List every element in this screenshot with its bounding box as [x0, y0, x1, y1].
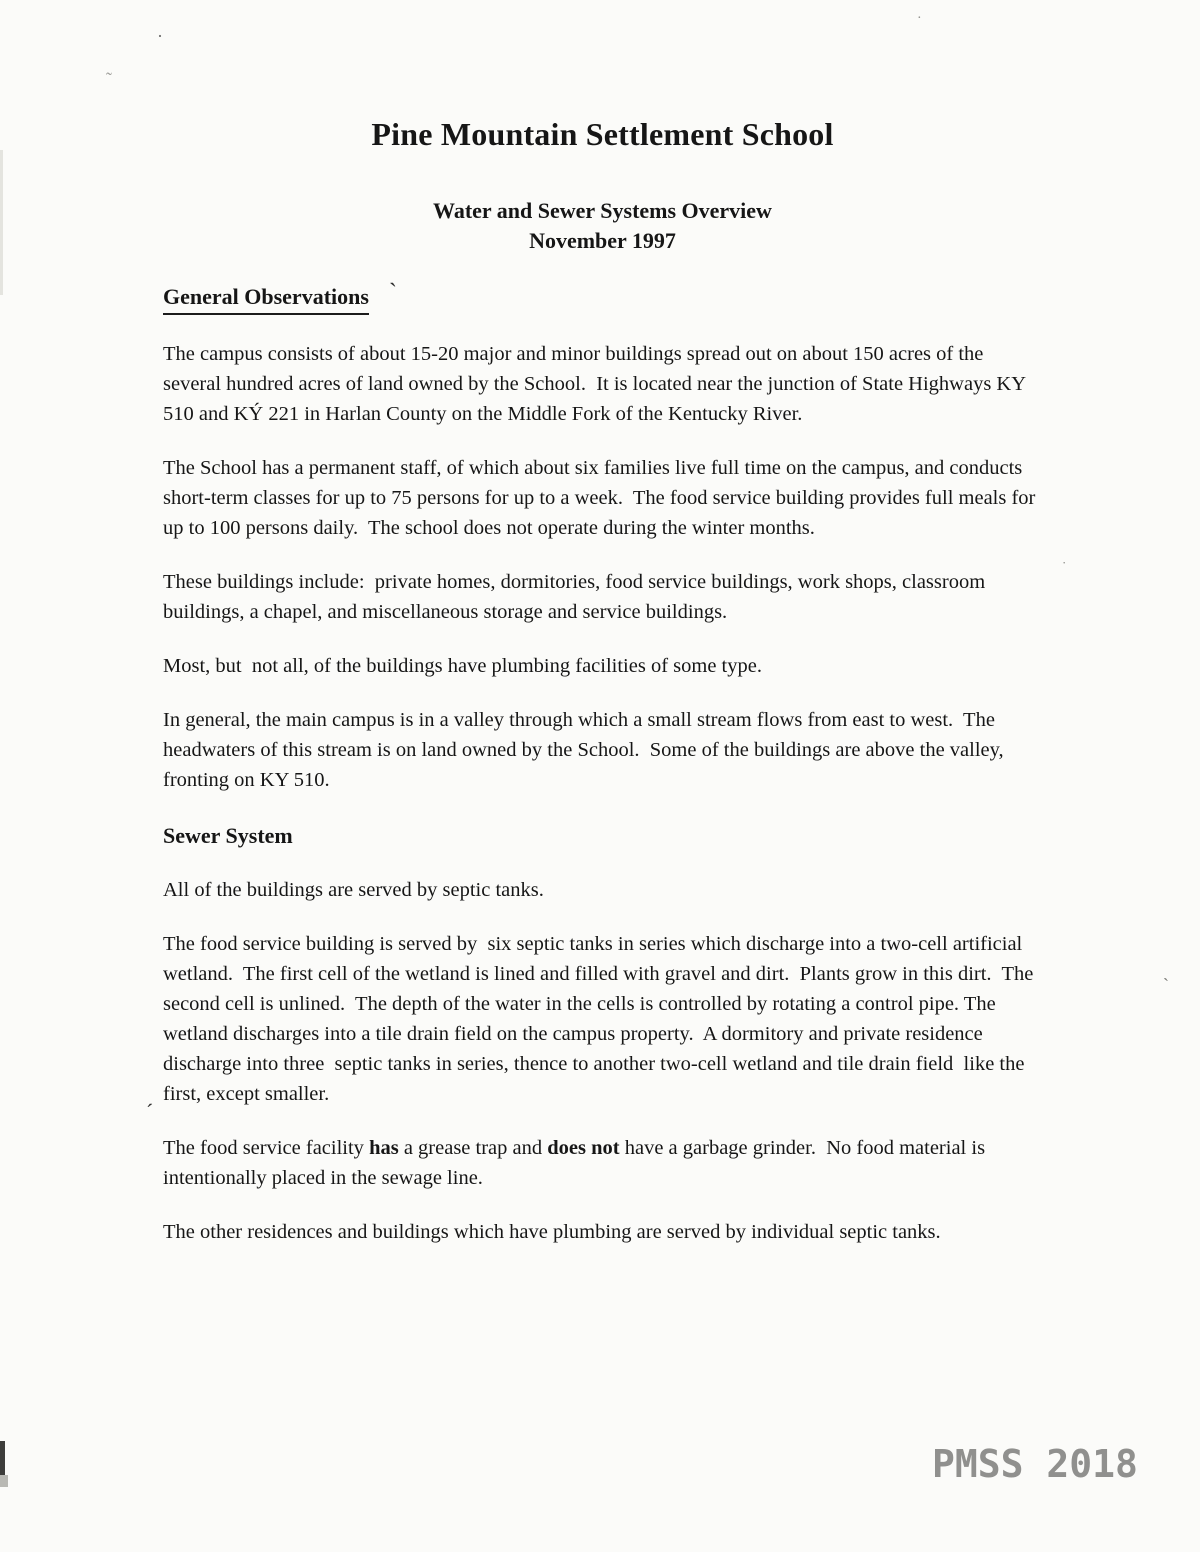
paragraph: [163, 453, 1042, 543]
document-body: [163, 282, 1042, 1247]
document-title: Pine Mountain Settlement School: [371, 116, 834, 152]
scan-artifact: ·: [157, 26, 163, 46]
text-run: have a garbage grinder. No food material is intentionally placed in the sewage line.: [163, 1137, 991, 1189]
paragraph: [163, 929, 1042, 1109]
bold-text-run: does not: [547, 1137, 620, 1159]
scan-artifact: ´: [146, 1099, 154, 1124]
text-run: These buildings include: private homes, dormitories, food service buildings, work shops, classroom buildings, a chapel, and miscellaneous storage and service buildings.: [163, 571, 991, 623]
document-date: November 1997: [529, 228, 676, 253]
paragraph: [163, 1217, 1042, 1247]
paragraph: [163, 1133, 1042, 1193]
paragraph: [163, 339, 1042, 429]
document-subtitle-block: [163, 196, 1042, 256]
section-heading: Sewer System: [163, 823, 293, 848]
paragraph: [163, 705, 1042, 795]
scan-artifact: ˏ: [1163, 961, 1169, 981]
bold-text-run: has: [369, 1137, 399, 1159]
text-run: The food service facility: [163, 1137, 370, 1159]
document-subtitle: Water and Sewer Systems Overview: [433, 198, 772, 223]
scan-artifact: ·: [917, 11, 922, 26]
paragraph: [163, 651, 1042, 681]
text-run: Most, but not all, of the buildings have plumbing facilities of some type.: [163, 655, 762, 677]
scan-artifact: `: [389, 280, 397, 306]
text-run: The campus consists of about 15-20 major and minor buildings spread out on about 150 acres of the several hundred acres of land owned by the School. It is located near the junction of State Highways KY 510 and KÝ 221 in Harlan County on the Middle Fork of the Kentucky River.: [163, 343, 1031, 425]
section-heading: General Observations: [163, 282, 1042, 315]
paragraph: [163, 875, 1042, 905]
text-run: a grease trap and: [398, 1137, 548, 1159]
text-run: All of the buildings are served by septic tanks.: [163, 879, 544, 901]
text-run: The food service building is served by six septic tanks in series which discharge into a two-cell artificial wetland. The first cell of the wetland is lined and filled with gravel and dirt. Plants grow in this dirt. The second cell is unlined. The depth of the water in the cells is controlled by rotating a control pipe. The wetland discharges into a tile drain field on the campus property. A dormitory and private residence discharge into three septic tanks in series, thence to another two-cell wetland and tile drain field like the first, except smaller.: [163, 933, 1039, 1105]
scan-artifact: ·: [1062, 555, 1067, 570]
text-run: The School has a permanent staff, of which about six families live full time on the campus, and conducts short-term classes for up to 75 persons for up to a week. The food service building provides full meals for up to 100 persons daily. The school does not operate during the winter months.: [163, 457, 1041, 539]
scan-artifact: ˜: [106, 69, 112, 89]
paragraph: [163, 567, 1042, 627]
text-run: In general, the main campus is in a valley through which a small stream flows from east to west. The headwaters of this stream is on land owned by the School. Some of the buildings are above the valley, fronting on KY 510.: [163, 709, 1009, 791]
watermark: PMSS 2018: [932, 1442, 1138, 1486]
text-run: The other residences and buildings which have plumbing are served by individual septic tanks.: [163, 1221, 941, 1243]
